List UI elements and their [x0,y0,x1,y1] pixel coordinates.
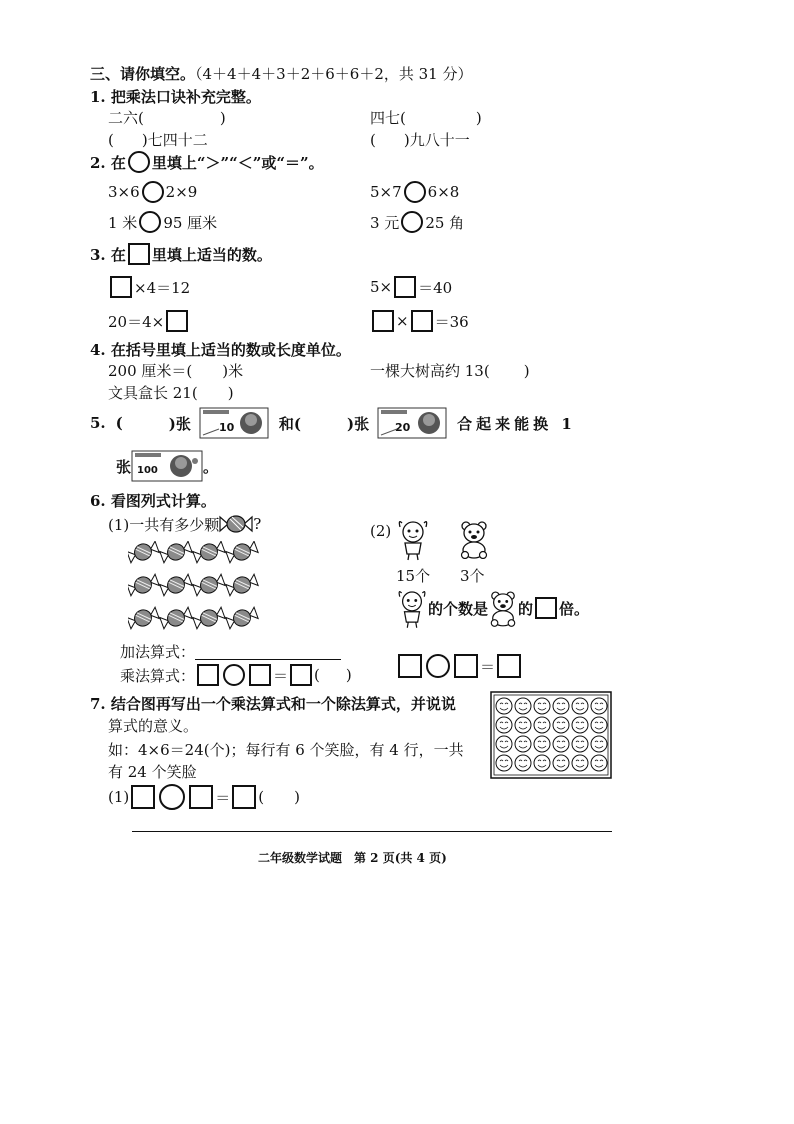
bear-icon [458,519,490,559]
smiley-face-icon [591,717,607,733]
smiley-grid [490,691,612,779]
smiley-face-icon [572,736,588,752]
q5-p2-close: )张 [347,414,370,433]
q4-b [370,360,530,381]
candy [192,605,226,630]
candy [225,605,259,630]
q5-line1 [90,404,576,442]
q2-a [108,181,197,203]
q7-sub1-label: (1) [108,788,130,806]
q7-example2: 有 24 个笑脸 [108,763,197,781]
candy [225,572,259,597]
q1-d [370,129,470,150]
note20-value: 20 [395,421,411,434]
smiley-face-icon [534,698,550,714]
q4-b-text: 一棵大树高约 13( [370,362,490,380]
q4-c-close: ) [227,384,234,402]
q1-b-text: 四七( [370,109,406,127]
q7-box2[interactable] [189,785,213,809]
q6-mul [120,664,352,686]
q7-sub1 [108,784,300,810]
smiley-face-icon [534,717,550,733]
q6-add-label: 加法算式： [120,643,196,661]
q6-mul-op[interactable] [223,664,245,686]
smiley-face-icon [515,736,531,752]
q2-a-left: 3×6 [108,183,140,201]
q3-a-box[interactable] [110,276,132,298]
footer-page-info: 二年级数学试题 第 2 页(共 4 页) [258,851,447,865]
smiley-face-icon [553,698,569,714]
q4-a-text: 200 厘米＝( [108,362,193,380]
q5-line2-pre: 张 [116,457,132,476]
smiley-face-icon [496,717,512,733]
q6-mul-box2[interactable] [249,664,271,686]
q3-d-box1[interactable] [372,310,394,332]
q7-op[interactable] [159,784,185,810]
q6-add [120,641,341,662]
goat-icon [396,517,430,561]
q1-label: 1. 把乘法口诀补充完整。 [90,88,261,106]
smiley-face-icon [515,698,531,714]
q1-b-close: ) [475,109,482,127]
q5-line2 [116,448,218,484]
q2-label [90,151,324,173]
smiley-face-icon [534,736,550,752]
q2-d-left: 3 元 [370,213,400,232]
smiley-face-icon [534,755,550,771]
candy [128,572,160,597]
q5-line2-post: 。 [203,457,219,476]
q3-a [108,276,190,298]
q5-num: 5. [90,414,106,432]
q7-eq: ＝ [215,788,231,807]
q1-d-open: ( [370,131,376,149]
smiley-face-icon [572,717,588,733]
q2-c-right: 95 厘米 [163,213,218,232]
circle-icon [128,151,150,173]
q4-c [108,382,234,403]
q7-label2: 算式的意义。 [108,717,199,735]
smiley-face-icon [553,717,569,733]
banknote-100-icon [131,449,203,483]
q1-c-open: ( [108,131,114,149]
q1-a-close: ) [219,109,226,127]
q4-a-close: )米 [222,362,244,380]
section-header [90,63,473,84]
smiley-face-icon [553,736,569,752]
q3-b-left: 5× [370,278,393,296]
q6-mul-paren-close: ) [345,666,352,684]
q3-b-right: ＝40 [418,278,453,297]
q6-ratio-line [396,586,589,630]
section-title: 三、请你填空。 [90,65,196,83]
smiley-face-icon [553,755,569,771]
q3-a-right: ×4＝12 [134,278,191,297]
q6-sub2: (2) [370,522,392,540]
q1-c [108,129,208,150]
q7-box1[interactable] [131,785,155,809]
smiley-face-icon [591,755,607,771]
q3-b-box[interactable] [394,276,416,298]
goat-icon [396,587,428,629]
q2-d-circle[interactable] [401,211,423,233]
q6-mul-box1[interactable] [197,664,219,686]
candy [159,605,193,630]
bear-icon [488,589,518,627]
q3-label [90,243,272,265]
q5-and: 和( [278,414,301,433]
q5-p1-open: ( [115,414,123,432]
q6-mul-eq: ＝ [273,666,289,685]
smiley-face-icon [496,736,512,752]
q6-ratio-box[interactable] [535,597,557,619]
q4-b-close: ) [523,362,530,380]
q5-p1-close: )张 [168,414,191,433]
q4-c-text: 文具盒长 21( [108,384,198,402]
q1-d-text: )九八十一 [403,131,470,149]
smiley-face-icon [572,755,588,771]
q6-add-answer-line[interactable] [195,643,341,660]
smiley-face-icon [515,755,531,771]
q2-d-right: 25 角 [425,213,465,232]
q7-paren-open: ( [258,788,265,806]
q4-a [108,360,243,381]
section-points: （4＋4＋4＋3＋2＋6＋6＋2，共 31 分） [195,65,473,83]
banknote-20-icon [377,405,447,441]
q2-a-circle[interactable] [142,181,164,203]
note100-value: 100 [137,465,158,476]
q1-b [370,107,482,128]
smiley-face-icon [591,698,607,714]
candy [192,541,226,565]
q6-mul-result[interactable] [290,664,312,686]
q2-d [370,211,464,233]
q6-sub1 [108,513,261,535]
q2-b-right: 6×8 [427,183,460,201]
q3-d [370,310,469,332]
q7-paren-close: ) [294,788,300,806]
q2-c-circle[interactable] [139,211,161,233]
q1-c-text: )七四十二 [141,131,208,149]
candy [192,572,226,597]
q1-a [108,107,226,128]
q3-d-box2[interactable] [411,310,433,332]
q2-c [108,211,217,233]
candy [159,541,193,565]
q2-a-right: 2×9 [165,183,198,201]
smiley-face-icon [496,755,512,771]
q7-example: 如：4×6＝24(个)；每行有 6 个笑脸，有 4 行，一共 [108,741,464,759]
square-icon [128,243,150,265]
candy [159,572,193,597]
candy [128,605,160,630]
q2-label-post: 里填上“＞”“＜”或“＝”。 [151,153,324,172]
footer-divider [132,831,612,832]
q7-result[interactable] [232,785,256,809]
q3-b [370,276,452,298]
q6-sub1-pre: (1)一共有多少颗 [108,515,220,534]
q6-sub2-result[interactable] [497,654,521,678]
candy-icon [219,513,253,535]
q2-b [370,181,459,203]
q6-count-b: 3个 [460,567,485,585]
smiley-face-icon [572,698,588,714]
smiley-face-icon [515,717,531,733]
q6-ratio-mid: 的个数是 [428,599,489,618]
q2-c-left: 1 米 [108,213,138,232]
q6-sub1-post: ? [253,515,262,533]
q1-a-text: 二六( [108,109,144,127]
q2-label-pre: 2. 在 [90,153,126,172]
q3-c [108,310,190,332]
q2-b-left: 5×7 [370,183,402,201]
candy [225,541,259,565]
q3-label-pre: 3. 在 [90,245,126,264]
q4-label: 4. 在括号里填上适当的数或长度单位。 [90,341,351,359]
candy-grid [128,541,268,641]
q6-ratio-post: 的 [518,599,534,618]
q6-sub2-equation [396,654,523,678]
q6-sub2-box2[interactable] [454,654,478,678]
smiley-face-icon [591,736,607,752]
q6-sub2-box1[interactable] [398,654,422,678]
q5-tail: 合起来能换 1 [457,414,576,433]
q7-label: 7. 结合图再写出一个乘法算式和一个除法算式，并说说 [90,695,456,713]
q6-count-a: 15个 [396,567,431,585]
q6-sub2-op[interactable] [426,654,450,678]
q3-label-post: 里填上适当的数。 [151,245,272,264]
q6-mul-paren-open: ( [314,666,320,684]
q3-c-box[interactable] [166,310,188,332]
q3-d-right: ＝36 [434,312,469,331]
candy [128,541,160,565]
note10-value: 10 [218,421,235,434]
q6-ratio-end: 倍。 [559,599,590,618]
q6-sub2-eq: ＝ [480,657,496,676]
q2-b-circle[interactable] [404,181,426,203]
banknote-10-icon [199,405,269,441]
smiley-face-icon [496,698,512,714]
q3-c-left: 20＝4× [108,312,165,331]
q6-mul-label: 乘法算式： [120,666,196,685]
q6-label: 6. 看图列式计算。 [90,492,216,510]
q3-d-mid: × [396,312,409,330]
